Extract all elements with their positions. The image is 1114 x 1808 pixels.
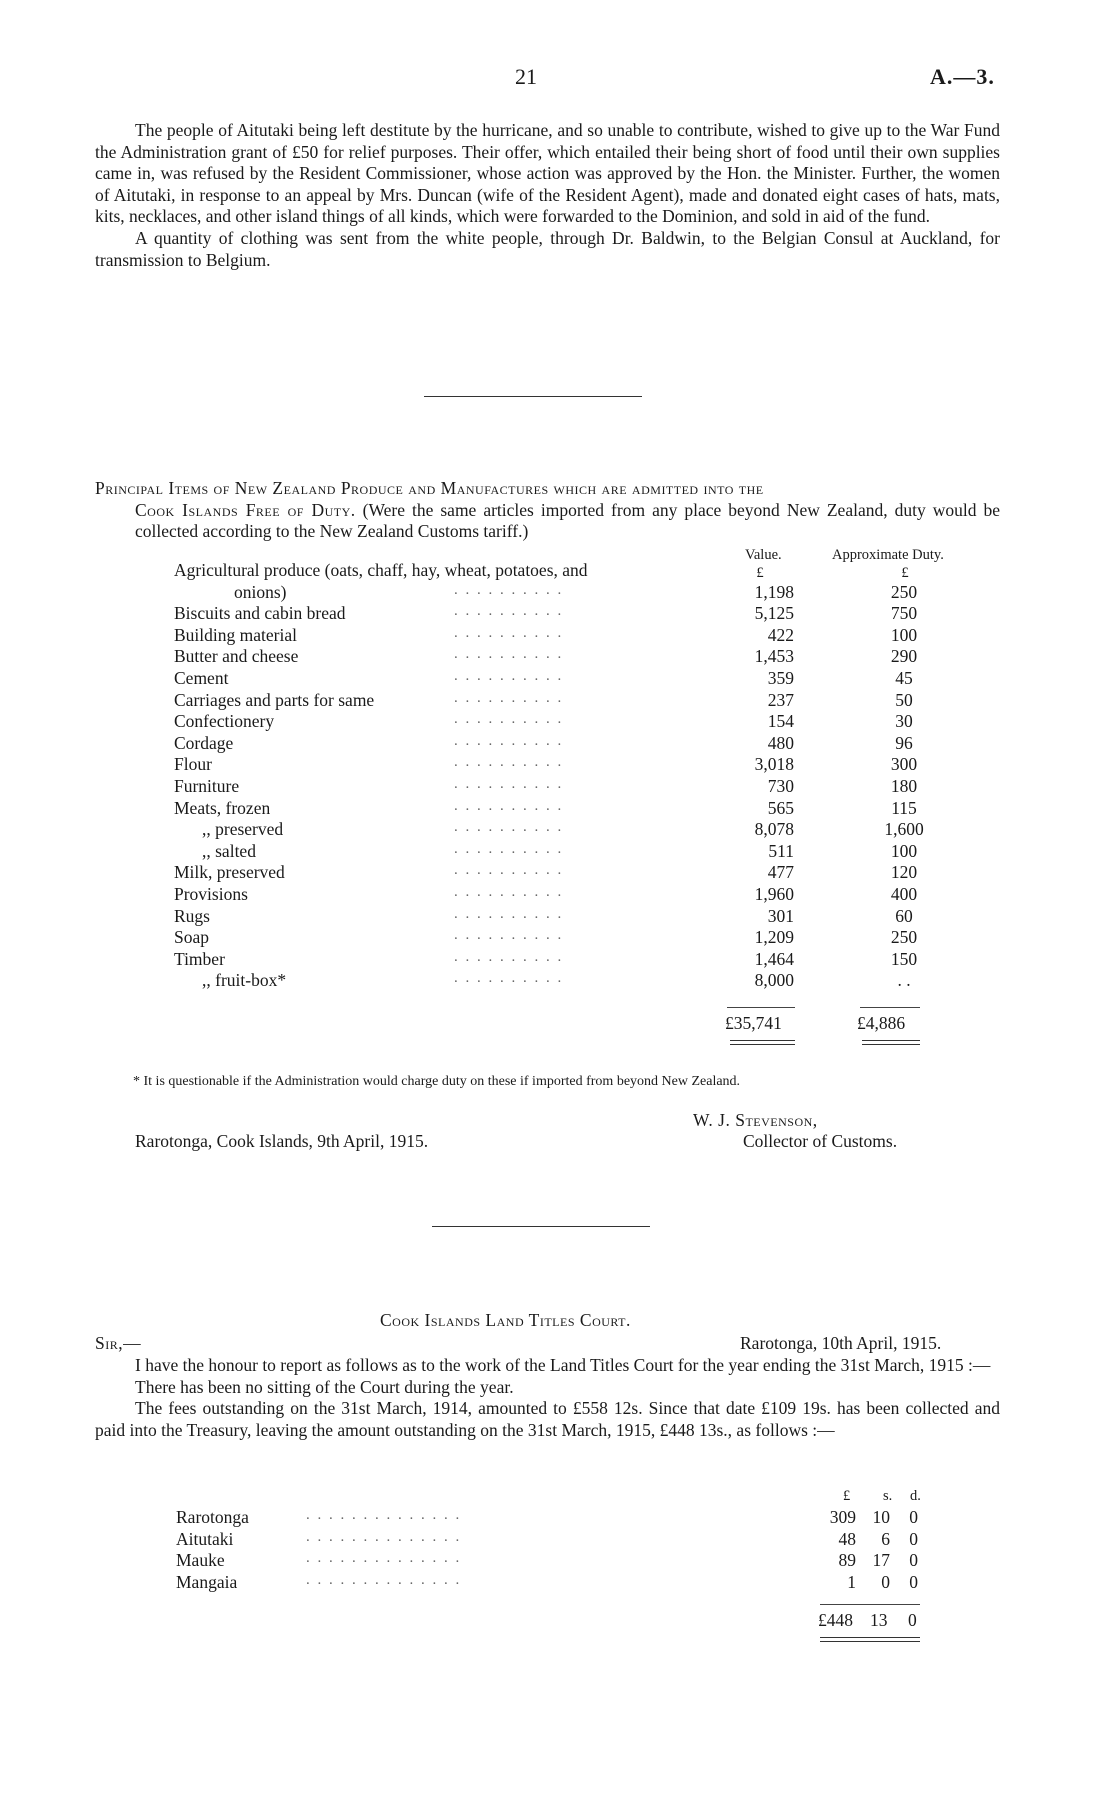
item-duty: 150 — [890, 948, 918, 969]
leader-dots: . . . . . . . . . . . . . . — [306, 1571, 462, 1588]
fee-place: Aitutaki — [176, 1528, 234, 1549]
leader-dots: . . . . . . . . . . — [454, 689, 564, 706]
item-duty: 400 — [890, 884, 918, 904]
fee-pounds: 89 — [838, 1550, 856, 1571]
fees-table — [176, 1507, 936, 1607]
table-row — [174, 733, 994, 755]
item-label: Flour — [174, 754, 212, 775]
leader-dots: . . . . . . . . . . — [454, 603, 564, 620]
col-pounds: £ — [843, 1488, 851, 1504]
page-number: 21 — [515, 64, 537, 89]
item-duty: 115 — [891, 797, 917, 818]
leader-dots: . . . . . . . . . . — [454, 905, 564, 922]
leader-dots: . . . . . . . . . . — [454, 732, 564, 749]
value-total-rule — [727, 1007, 795, 1008]
item-label: Cement — [174, 668, 229, 688]
item-label: Furniture — [174, 776, 240, 796]
intro-paragraph-2: A quantity of clothing was sent from the white people, through Dr. Baldwin, to the Belgian Consul at Auckland, for transmission to Belgium. — [95, 227, 1000, 270]
item-duty: 30 — [895, 711, 913, 732]
land-court-text — [95, 1355, 1000, 1441]
fee-place: Mauke — [176, 1550, 225, 1571]
table-row — [174, 819, 994, 841]
produce-title-line-2: Cook Islands Free of Duty. — [135, 499, 356, 520]
section-divider-2 — [432, 1226, 650, 1227]
produce-footnote: * It is questionable if the Administration would charge duty on these if imported from beyond New Zealand. — [133, 1074, 741, 1089]
item-value: 480 — [767, 732, 794, 753]
item-duty: 96 — [895, 732, 913, 753]
fee-shillings: 6 — [881, 1528, 890, 1549]
table-row — [174, 884, 994, 906]
table-row — [174, 690, 994, 712]
item-value: 1,960 — [754, 884, 794, 904]
produce-total-value: £35,741 — [725, 1013, 782, 1033]
salutation: Sir,— — [95, 1333, 142, 1353]
item-label: Meats, frozen — [174, 797, 271, 818]
fee-pounds: 48 — [838, 1528, 856, 1549]
table-row — [174, 668, 994, 690]
signatory-title: Collector of Customs. — [743, 1131, 898, 1151]
item-label: Provisions — [174, 884, 248, 904]
leader-dots: . . . . . . . . . . . . . . — [306, 1528, 462, 1545]
table-row — [174, 603, 994, 625]
leader-dots: . . . . . . . . . . — [454, 970, 564, 987]
fees-total-rule — [820, 1604, 920, 1605]
document-reference: A.—3. — [930, 64, 995, 89]
col-shillings: s. — [883, 1488, 893, 1504]
leader-dots: . . . . . . . . . . — [454, 840, 564, 857]
fee-pence: 0 — [909, 1571, 918, 1592]
signatory-name: W. J. Stevenson, — [693, 1110, 818, 1130]
col-value-unit: £ — [756, 565, 764, 581]
table-row — [174, 754, 994, 776]
table-row — [174, 927, 994, 949]
produce-total-duty: £4,886 — [857, 1013, 906, 1033]
item-label: Biscuits and cabin bread — [174, 603, 346, 624]
fee-shillings: 17 — [872, 1550, 890, 1571]
land-court-paragraph-3: The fees outstanding on the 31st March, 1914, amounted to £558 12s. Since that date £109 19s. has been collected and paid into the Treasury, leaving the amount outstanding on the 31st March, 1915, £448 13s., as follows :— — [95, 1398, 1000, 1440]
fee-pence: 0 — [909, 1550, 918, 1571]
table-row — [174, 776, 994, 798]
table-row — [174, 906, 994, 928]
produce-title-note: (Were the same articles imported from any place beyond New Zealand, duty would be collected according to the New Zealand Customs tariff.) — [135, 499, 1001, 542]
item-value: 8,000 — [754, 970, 794, 991]
item-label: Soap — [174, 927, 209, 948]
fees-total-double-rule — [820, 1637, 920, 1642]
item-label: ,, salted — [202, 840, 256, 861]
table-row — [174, 970, 994, 992]
leader-dots: . . . . . . . . . . . . . . — [306, 1550, 462, 1567]
table-row — [174, 841, 994, 863]
leader-dots: . . . . . . . . . . — [454, 884, 564, 900]
item-label: Milk, preserved — [174, 862, 285, 883]
item-duty: 100 — [890, 840, 918, 861]
fees-total-pounds: £448 — [818, 1610, 853, 1630]
item-label: Timber — [174, 948, 225, 969]
table-row — [174, 646, 994, 668]
fee-pence: 0 — [909, 1507, 918, 1527]
table-row — [174, 949, 994, 971]
leader-dots: . . . . . . . . . . — [454, 862, 564, 879]
intro-text — [95, 120, 1000, 271]
fee-place: Rarotonga — [176, 1507, 249, 1527]
fee-pounds: 309 — [829, 1507, 856, 1527]
fees-total-pence: 0 — [908, 1610, 917, 1630]
item-duty: 750 — [890, 603, 918, 624]
produce-table — [174, 560, 994, 1020]
item-value: 511 — [768, 840, 794, 861]
item-value: 3,018 — [754, 754, 794, 775]
leader-dots: . . . . . . . . . . . . . . — [306, 1507, 462, 1523]
item-value: 301 — [767, 905, 794, 926]
fee-pounds: 1 — [847, 1571, 856, 1592]
item-duty: 290 — [890, 646, 918, 667]
item-duty: 180 — [890, 776, 918, 796]
section-divider — [424, 396, 642, 397]
leader-dots: . . . . . . . . . . — [454, 797, 564, 814]
item-label: onions) — [234, 581, 287, 602]
item-duty: 60 — [895, 905, 913, 926]
item-duty: 300 — [890, 754, 918, 775]
item-label: Confectionery — [174, 711, 275, 732]
leader-dots: . . . . . . . . . . — [454, 948, 564, 965]
land-court-place-date: Rarotonga, 10th April, 1915. — [740, 1333, 942, 1353]
item-value: 1,198 — [754, 581, 794, 602]
table-row — [174, 625, 994, 647]
item-value: 1,464 — [754, 948, 794, 969]
table-row — [174, 798, 994, 820]
fee-shillings: 10 — [872, 1507, 890, 1527]
produce-place-date: Rarotonga, Cook Islands, 9th April, 1915. — [135, 1131, 429, 1151]
item-label: Carriages and parts for same — [174, 689, 375, 710]
item-duty: 1,600 — [884, 819, 924, 840]
duty-total-double-rule — [862, 1040, 920, 1045]
table-row — [174, 582, 994, 604]
leader-dots: . . . . . . . . . . — [454, 646, 564, 663]
leader-dots: . . . . . . . . . . — [454, 711, 564, 728]
col-value-header: Value. — [745, 547, 782, 563]
item-label: ,, preserved — [202, 819, 284, 840]
item-duty: 250 — [890, 927, 918, 948]
item-value: 359 — [767, 668, 794, 688]
leader-dots: . . . . . . . . . . — [454, 927, 564, 944]
item-value: 237 — [767, 689, 794, 710]
table-row — [174, 862, 994, 884]
item-label: Butter and cheese — [174, 646, 299, 667]
item-label-first-line: Agricultural produce (oats, chaff, hay, wheat, potatoes, and — [174, 560, 588, 580]
land-court-title: Cook Islands Land Titles Court. — [380, 1310, 631, 1330]
duty-total-rule — [860, 1007, 920, 1008]
leader-dots: . . . . . . . . . . — [454, 624, 564, 641]
fee-row — [176, 1529, 936, 1551]
leader-dots: . . . . . . . . . . — [454, 754, 564, 771]
produce-heading — [95, 478, 1000, 543]
item-label: Rugs — [174, 905, 210, 926]
item-value: 477 — [767, 862, 794, 883]
col-duty-unit: £ — [901, 565, 909, 581]
item-duty: 100 — [890, 624, 918, 645]
value-total-double-rule — [730, 1040, 795, 1045]
fee-shillings: 0 — [881, 1571, 890, 1592]
fee-row — [176, 1507, 936, 1529]
item-label: Cordage — [174, 732, 234, 753]
item-value: 565 — [767, 797, 794, 818]
land-court-paragraph-1: I have the honour to report as follows as to the work of the Land Titles Court for the year ending the 31st March, 1915 :— — [135, 1355, 991, 1375]
item-label: ,, fruit-box* — [202, 970, 287, 991]
fee-place: Mangaia — [176, 1571, 238, 1592]
item-value: 422 — [767, 624, 794, 645]
table-row — [174, 711, 994, 733]
fee-row — [176, 1572, 936, 1594]
item-duty: 250 — [890, 581, 918, 602]
land-court-paragraph-2: There has been no sitting of the Court during the year. — [135, 1376, 514, 1397]
item-value: 154 — [767, 711, 794, 732]
item-duty: . . — [897, 970, 911, 991]
item-duty: 50 — [895, 689, 913, 710]
item-duty: 120 — [890, 862, 918, 883]
col-pence: d. — [910, 1488, 921, 1504]
item-value: 5,125 — [754, 603, 794, 624]
intro-paragraph-1: The people of Aitutaki being left destitute by the hurricane, and so unable to contribute, wished to give up to the War Fund the Administration grant of £50 for relief purposes. Their offer, which entailed their being short of food until their own supplies came in, was refused by the Resident Commissioner, whose action was approved by the Hon. the Minister. Further, the women of Aitutaki, in response to an appeal by Mrs. Duncan (wife of the Resident Agent), made and donated eight cases of hats, mats, kits, necklaces, and other island things of all kinds, which were forwarded to the Dominion, and sold in aid of the fund. — [95, 120, 1000, 227]
item-label: Building material — [174, 624, 297, 645]
fees-total-shillings: 13 — [870, 1610, 888, 1630]
leader-dots: . . . . . . . . . . — [454, 819, 564, 836]
item-duty: 45 — [895, 668, 913, 688]
item-value: 730 — [767, 776, 794, 796]
fee-row — [176, 1550, 936, 1572]
produce-title-line-1: Principal Items of New Zealand Produce and Manufactures which are admitted into the — [95, 478, 764, 498]
item-value: 8,078 — [754, 819, 794, 840]
col-duty-header: Approximate Duty. — [832, 547, 944, 563]
leader-dots: . . . . . . . . . . — [454, 776, 564, 792]
fee-pence: 0 — [909, 1528, 918, 1549]
item-value: 1,453 — [754, 646, 794, 667]
leader-dots: . . . . . . . . . . — [454, 668, 564, 684]
leader-dots: . . . . . . . . . . — [454, 581, 564, 598]
item-value: 1,209 — [754, 927, 794, 948]
